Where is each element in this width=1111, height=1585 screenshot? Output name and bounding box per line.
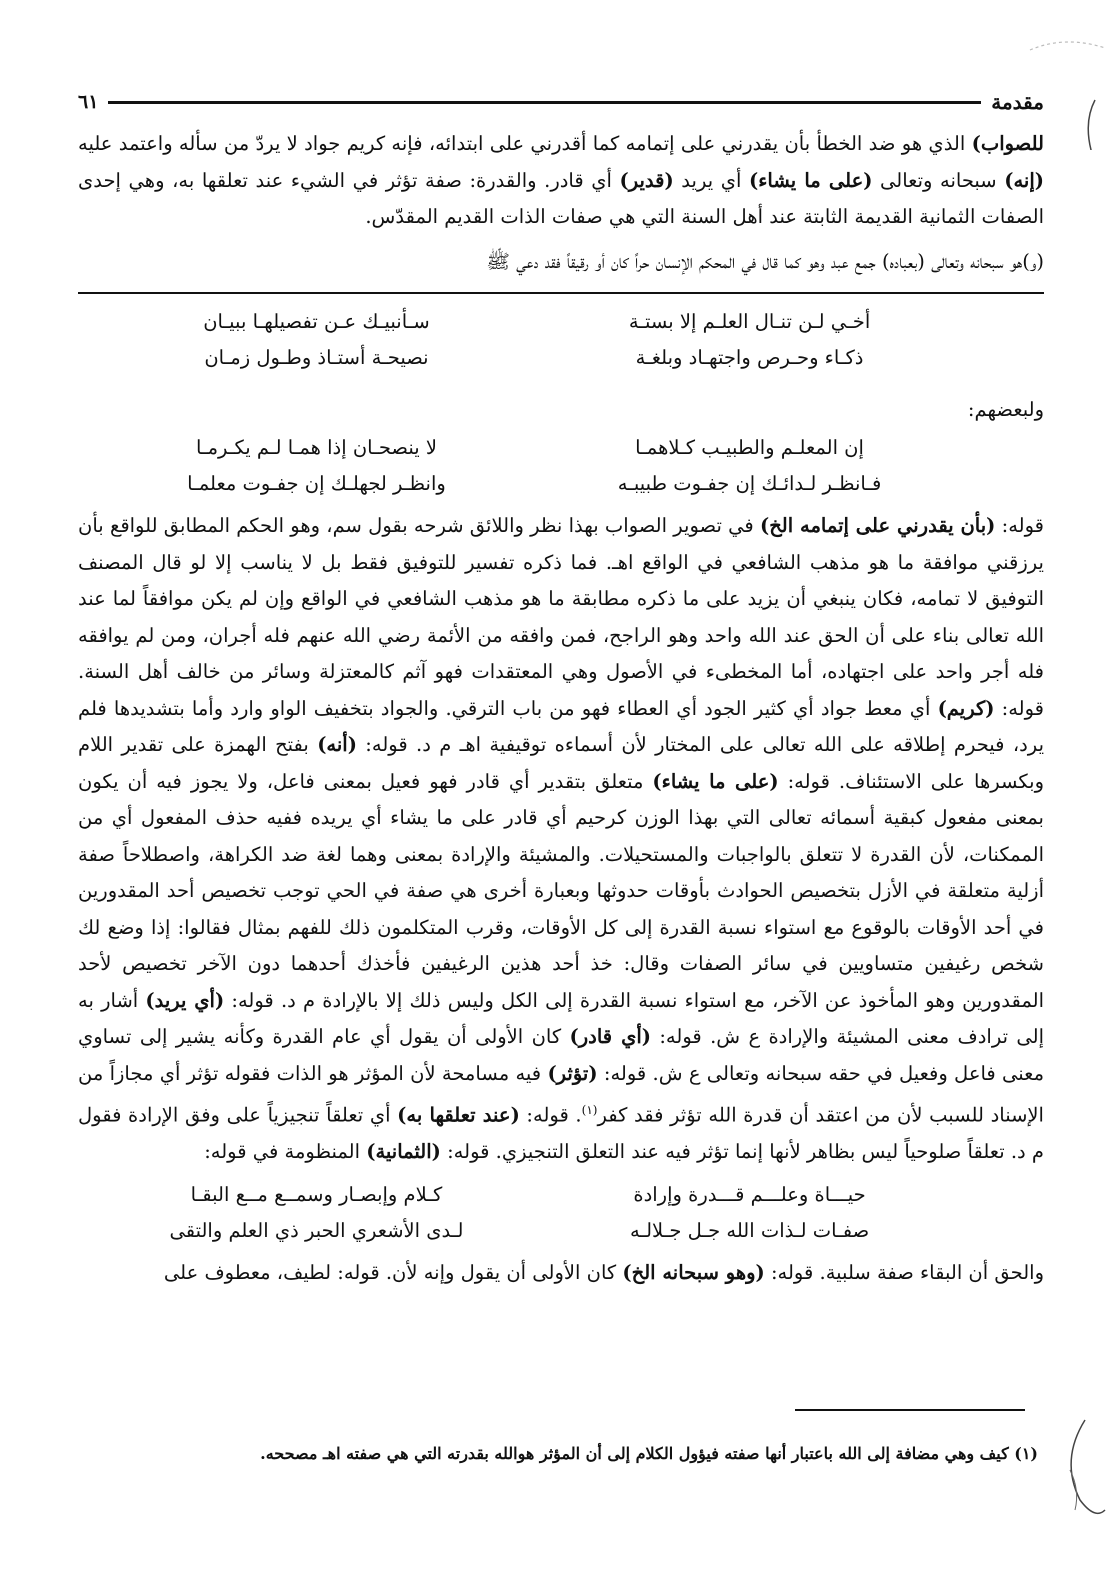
paragraph-main-text	[78, 126, 1044, 236]
footnote-ref: (١)	[581, 1103, 598, 1117]
poem-intro: ولبعضهم:	[967, 398, 1044, 421]
keyword: للصواب)	[971, 132, 1044, 155]
page-header	[78, 82, 1044, 122]
poem-3	[132, 1177, 934, 1249]
verse-hemistich-second: لا ينصحـان إذا همـا لـم يكـرمـا	[195, 436, 437, 459]
keyword: (إنه)	[1004, 168, 1044, 192]
keyword: (أنه)	[317, 733, 357, 756]
poem-verse	[132, 1177, 934, 1213]
keyword: (قدير)	[619, 168, 674, 192]
verse-hemistich-first: إن المعلـم والطبيـب كـلاهمـا	[635, 436, 864, 459]
verse-hemistich-first: صفـات لـذات الله جـل جـلالـه	[629, 1218, 870, 1242]
text-run: قوله:	[995, 514, 1045, 537]
page-edge-bottom-right	[1040, 1410, 1111, 1530]
poem-verse	[132, 340, 934, 376]
paragraph-closing	[78, 1255, 1044, 1292]
page-number: ٦١	[78, 91, 99, 113]
text-run: بفتح الهمزة على تقدير اللام وبكسرها على الاستئناف. قوله:	[78, 733, 1044, 793]
text-run: المنظومة في قوله:	[204, 1140, 367, 1163]
header-rule	[108, 101, 981, 104]
keyword: (عند تعلقها به)	[397, 1103, 520, 1127]
verse-hemistich-second: لـدى الأشعري الحبر ذي العلم والتقى	[169, 1218, 464, 1242]
poem-verse	[132, 466, 934, 502]
poem-verse	[132, 1213, 934, 1249]
verse-hemistich-first: حيـــاة وعلـــم قـــدرة وإرادة	[633, 1182, 866, 1206]
verse-hemistich-first: ذكـاء وحـرص واجتهـاد وبلغـة	[635, 346, 864, 369]
verse-hemistich-first: أخـي لـن تنـال العلـم إلا بستـة	[628, 310, 871, 333]
keyword: (كريم)	[937, 696, 995, 720]
section-divider	[78, 292, 1044, 294]
keyword: (بأن يقدرني على إتمامه الخ)	[759, 514, 996, 537]
text-run: أشار به إلى ترادف معنى المشيئة والإرادة ع ش. قوله:	[78, 988, 1044, 1048]
keyword: (على ما يشاء)	[652, 769, 779, 793]
keyword: (تؤثر)	[547, 1061, 598, 1085]
verse-hemistich-second: وانظـر لجهلـك إن جفـوت معلمـا	[187, 472, 446, 495]
text-run: الذي هو ضد الخطأ بأن يقدرني على إتمامه كما أقدرني على ابتدائه، فإنه كريم جواد لا يردّ من سأله واعتمد عليه	[78, 132, 972, 155]
keyword: (الثمانية)	[366, 1140, 441, 1163]
text-run: كان الأولى أن يقول وإنه لأن. قوله: لطيف، معطوف على	[163, 1260, 623, 1284]
verse-hemistich-second: نصيحـة أستـاذ وطـول زمـان	[204, 346, 429, 369]
text-run: فيه مسامحة لأن المؤثر هو الذات فقوله تؤثر أي مجازاً من الإسناد للسبب لأن من اعتقد أن قدرة الله تؤثر فقد كفر	[78, 1061, 1044, 1127]
text-run: أي قادر. والقدرة: صفة تؤثر في الشيء عند تعلقها به، وهي إحدى الصفات الثمانية القديمة الثابتة عند أهل السنة التي هي صفات الذات القديم المقدّس.	[78, 168, 1044, 228]
verse-hemistich-second: كـلام وإبصـار وسمــع مــع البقـا	[190, 1182, 443, 1206]
page-content	[78, 82, 1044, 1291]
keyword: (وهو سبحانه الخ)	[622, 1260, 765, 1284]
poem-2	[132, 430, 934, 502]
poem-1	[132, 304, 934, 376]
text-run: سبحانه وتعالى	[872, 168, 1005, 192]
paragraph-commentary	[78, 508, 1044, 1171]
text-run: والحق أن البقاء صفة سلبية. قوله:	[764, 1260, 1044, 1284]
text-run: كان الأولى أن يقول أي عام القدرة وكأنه يشير إلى تساوي معنى فاعل وفعيل في حقه سبحانه وتعالى ع ش. قوله:	[78, 1025, 1045, 1085]
text-run: أي يريد	[673, 168, 749, 192]
text-run: أي معط جواد أي كثير الجود أي العطاء فهو من باب الترقي. والجواد بتخفيف الواو وارد وأما بتشديدها فلم يرد، فيحرم إطلاقه على الله تعالى على المختار لأن أسماءه توقيفية اهـ م د. قوله:	[78, 696, 1044, 756]
paragraph-ibadihi: (و)هو سبحانه وتعالى (بعباده) جمع عبد وهو كما قال في المحكم الإنسان حراً كان أو رقيقاً فقد دعي ﷺ	[486, 249, 1044, 273]
keyword: (على ما يشاء)	[748, 168, 873, 192]
poem-verse	[132, 304, 934, 340]
keyword: (أي يريد)	[145, 988, 225, 1012]
verse-hemistich-second: سـأنبيـك عـن تفصيلهـا ببيـان	[203, 310, 430, 333]
text-run: . قوله:	[519, 1103, 582, 1127]
text-run: متعلق بتقدير أي قادر فهو فعيل بمعنى فاعل، ولا يجوز فيه أن يكون بمعنى مفعول كبقية أسمائه تعالى التي بهذا الوزن كرحيم أي قادر على ما يشاء أي يريده ففيه حذف المفعول أي من الممكنات، لأن القدرة لا تتعلق بالواجبات والمستحيلات. والمشيئة والإرادة بمعنى وهما لغة ضد الكراهة، واصطلاحاً صفة أزلية متعلقة في الأزل بتخصيص الحوادث بأوقات حدوثها وبعبارة أخرى هي صفة في الحي توجب تخصيص أحد المقدورين في أحد الأوقات بالوقوع مع استواء نسبة القدرة إلى كل الأوقات، وقرب المتكلمون ذلك للفهم بمثال فقالوا: إذا وضع لك شخص رغيفين متساويين في سائر الصفات وقال: خذ أحد هذين الرغيفين فأخذك أحدهما دون الآخر تخصيص لأحد المقدورين وهو المأخوذ عن الآخر، مع استواء نسبة القدرة إلى الكل وليس ذلك إلا بالإرادة م د. قوله:	[78, 769, 1044, 1012]
text-run: في تصوير الصواب بهذا نظر واللائق شرحه بقول سم، وهو الحكم المطابق للواقع بأن يرزقني موافقة ما هو مذهب الشافعي في الواقع اهـ. فما ذكره تفسير للتوفيق فقط بل لا يناسب إلا لو قال المصنف التوفيق لا تمامه، فكان ينبغي أن يزيد على ما ذكره مطابقة ما هو مذهب الشافعي في الواقع وإن لم يكن موافقاً لما عند الله تعالى بناء على أن الحق عند الله واحد وهو الراجح، فمن وافقه من الأئمة رضي الله عنهم فله أجران، ومن لم يوافقه فله أجر واحد على اجتهاده، أما المخطىء في الأصول وهي المعتقدات فهو آثم كالمعتزلة وسائر من خالف أهل السنة. قوله:	[78, 514, 1044, 720]
text-run: أي تعلقاً تنجيزياً على وفق الإرادة فقول م د. تعلقاً صلوحياً ليس بظاهر لأنها إنما تؤثر فيه عند التعلق التنجيزي. قوله:	[78, 1103, 1044, 1163]
verse-hemistich-first: فـانظـر لـدائـك إن جفـوت طبيبـه	[617, 472, 882, 495]
page-title: مقدمة	[991, 90, 1044, 114]
footnote-divider	[795, 1409, 1025, 1411]
footnote: (١) كيف وهي مضافة إلى الله باعتبار أنها صفته فيؤول الكلام إلى أن المؤثر هوالله بقدرته التي هي صفته اهـ مصححه.	[260, 1444, 1038, 1463]
poem-verse	[132, 430, 934, 466]
keyword: (أي قادر)	[569, 1025, 651, 1048]
